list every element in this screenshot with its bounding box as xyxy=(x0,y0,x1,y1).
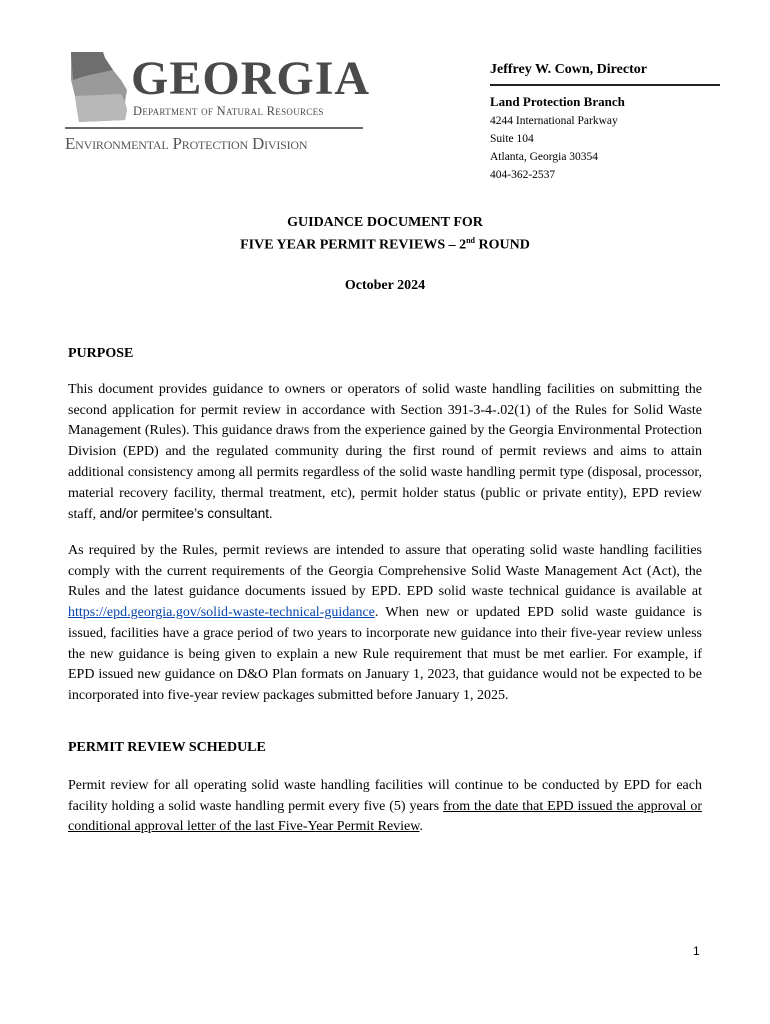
letterhead-contact xyxy=(490,62,720,184)
director-name: Jeffrey W. Cown, Director xyxy=(490,62,720,86)
title-text: ROUND xyxy=(475,237,530,253)
purpose-paragraph-1 xyxy=(68,380,702,526)
document-title-line1: GUIDANCE DOCUMENT FOR xyxy=(287,215,483,230)
technical-guidance-link[interactable]: https://epd.georgia.gov/solid-waste-technical-guidance xyxy=(68,605,375,621)
logo-division: Environmental Protection Division xyxy=(65,134,308,153)
logo-title: GEORGIA xyxy=(131,52,371,105)
paragraph-text: . When new or updated EPD solid waste guidance is issued, facilities have a grace period of two years to incorporate new guidance into their five-year review unless the new guidance is being given to explain a new Rule requirement that must be met earlier. For example, if EPD issued new guidance on D&O Plan formats on January 1, 2023, that guidance would not be expected to be incorporated into five-year review packages submitted before January 1, 2025. xyxy=(68,605,702,703)
branch-name: Land Protection Branch xyxy=(490,94,625,109)
paragraph-text: As required by the Rules, permit reviews are intended to assure that operating solid waste handling facilities comply with the current requirements of the Georgia Comprehensive Solid Waste Management Act (Act), the Rules and the latest guidance documents issued by EPD. EPD solid waste technical guidance is available at xyxy=(68,543,702,600)
paragraph-text: Permit review for all operating solid waste handling facilities will continue to be conducted by EPD for each facility holding a solid waste handling permit every five (5) years xyxy=(68,778,702,814)
purpose-paragraph-2 xyxy=(68,541,702,707)
document-title-line2 xyxy=(0,236,770,254)
georgia-epd-logo xyxy=(65,50,371,160)
georgia-state-map-icon xyxy=(65,50,135,126)
schedule-paragraph xyxy=(68,776,702,838)
paragraph-text: and/or permitee’s consultant xyxy=(99,506,269,522)
page-number: 1 xyxy=(693,944,700,958)
logo-divider xyxy=(65,127,363,129)
title-text: FIVE YEAR PERMIT REVIEWS – 2 xyxy=(240,237,467,253)
address-line: Suite 104 xyxy=(490,133,534,145)
underlined-text: from the date that EPD issued the approval or conditional approval letter of the last Five-Year Permit Review xyxy=(68,798,702,835)
address-line: Atlanta, Georgia 30354 xyxy=(490,151,599,163)
logo-department: Department of Natural Resources xyxy=(133,104,324,118)
paragraph-text: . xyxy=(268,507,273,523)
address xyxy=(490,112,720,184)
paragraph-text: This document provides guidance to owners or operators of solid waste handling facilities on submitting the second application for permit review in accordance with Section 391-3-4-.02(1) of the Rules for Solid Waste Management (Rules). This guidance draws from the experience gained by the Georgia Environmental Protection Division (EPD) and the regulated community during the first round of permit reviews and aims to attain additional consistency among all permits regardless of the solid waste handling permit type (disposal, processor, material recovery facility, thermal treatment, etc), permit holder status (public or private entity), EPD review staff, xyxy=(68,382,702,523)
paragraph-text: . xyxy=(419,819,423,835)
address-line: 4244 International Parkway xyxy=(490,115,618,127)
phone-number: 404-362-2537 xyxy=(490,169,556,181)
purpose-heading: PURPOSE xyxy=(68,346,134,361)
document-date: October 2024 xyxy=(344,278,426,293)
title-superscript: nd xyxy=(466,236,476,245)
schedule-heading: PERMIT REVIEW SCHEDULE xyxy=(68,740,266,755)
